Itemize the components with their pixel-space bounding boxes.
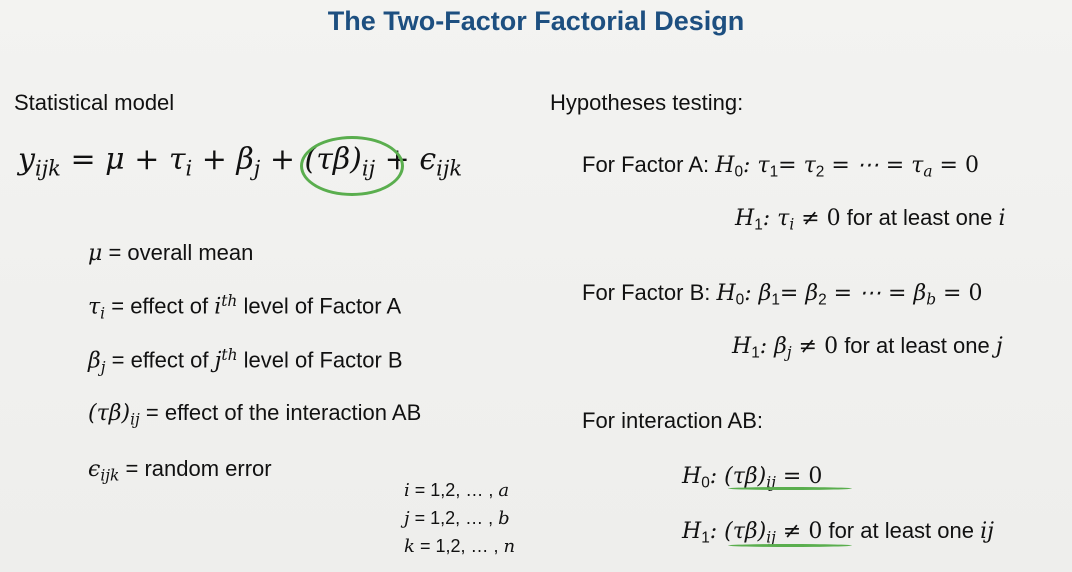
factor-b-h1-H: H — [732, 334, 752, 359]
def-tau-var: i — [214, 294, 222, 320]
index-k-var: k — [404, 536, 415, 557]
def-inter-sub: ij — [130, 410, 140, 429]
factor-a-h0-sub: 0 — [734, 163, 744, 181]
factor-a-h1-text: for at least one — [840, 205, 999, 230]
factor-a-mid: = ⋯ = τ — [824, 153, 924, 178]
factor-a-h0-H: H — [715, 153, 735, 178]
def-tau-text-b: level of Factor A — [237, 293, 402, 319]
factor-b-h1 — [732, 333, 1003, 363]
interaction-h1-text: for at least one — [822, 518, 981, 543]
model-beta-sub: j — [253, 156, 261, 181]
factor-a-end: = 0 — [932, 153, 979, 178]
model-eq: = — [70, 142, 96, 177]
factor-b-end: = 0 — [936, 281, 983, 306]
model-eps-sub: ijk — [436, 156, 463, 181]
model-tau-sub: i — [185, 156, 193, 181]
def-tau-text-a: = effect of — [111, 293, 215, 319]
model-y: y — [18, 142, 35, 177]
factor-a-h0 — [582, 152, 979, 182]
def-inter-sym: (τβ) — [88, 401, 131, 426]
factor-b-s1: 1 — [771, 291, 780, 309]
interaction-label: For interaction AB: — [582, 408, 763, 433]
index-k-end: n — [503, 536, 516, 557]
def-beta-text-b: level of Factor B — [237, 347, 403, 373]
factor-b-h0 — [582, 280, 982, 310]
factor-b-h1-sub: 1 — [751, 344, 760, 362]
def-mu — [88, 240, 253, 266]
factor-b-h1-rest: ≠ 0 — [791, 334, 839, 359]
index-i-var: i — [404, 480, 410, 501]
def-beta-var: j — [214, 348, 222, 374]
interaction-h1-s: ij — [766, 528, 776, 547]
hypotheses-heading: Hypotheses testing: — [550, 90, 744, 115]
def-tau-sub: i — [100, 304, 106, 323]
def-beta-sub: j — [100, 358, 106, 377]
factor-b-h1-s: j — [786, 343, 792, 362]
interaction-highlight-circle — [300, 136, 404, 196]
interaction-h1-var: ij — [980, 519, 994, 544]
def-tau-sym: τ — [88, 294, 101, 320]
factor-a-h1-s: i — [789, 215, 795, 234]
model-plus-2: + — [201, 142, 227, 177]
factor-b-h0-beta1: : β — [744, 281, 772, 306]
interaction-h1-end: ≠ 0 — [775, 519, 823, 544]
interaction-h0-end: = 0 — [775, 464, 823, 489]
def-tau — [88, 292, 401, 322]
index-i-text: = 1,2, … , — [414, 480, 499, 500]
factor-a-h1-rest: ≠ 0 — [794, 206, 841, 231]
model-y-sub: ijk — [34, 156, 61, 181]
interaction-h0-H: H — [682, 464, 702, 489]
def-eps — [88, 456, 272, 485]
def-mu-sym: μ — [88, 241, 103, 266]
factor-a-h1-H: H — [735, 206, 755, 231]
index-j-var: j — [404, 508, 410, 529]
factor-a-h0-tau1: : τ — [743, 153, 770, 178]
factor-a-h1 — [735, 205, 1006, 235]
factor-a-label: For Factor A: — [582, 152, 716, 177]
interaction-h1 — [682, 518, 994, 548]
factor-b-h1-expr: : β — [759, 334, 787, 359]
interaction-h0-expr: : (τβ) — [709, 464, 767, 489]
def-beta-sup: th — [221, 346, 238, 364]
factor-b-s2: 2 — [818, 291, 827, 309]
factor-b-mid: = ⋯ = β — [826, 281, 927, 306]
factor-b-s3: b — [926, 290, 937, 309]
interaction-h0-s: ij — [766, 473, 776, 492]
factor-a-eq1: = τ — [778, 153, 816, 178]
index-i-end: a — [498, 480, 510, 501]
interaction-h0-underline — [728, 487, 852, 490]
factor-a-h1-var: i — [998, 206, 1006, 231]
statistical-model-heading: Statistical model — [14, 90, 175, 115]
interaction-h1-underline — [728, 544, 852, 547]
def-eps-sub: ijk — [100, 466, 120, 485]
factor-b-h0-H: H — [716, 281, 736, 306]
index-j — [404, 508, 510, 529]
model-plus-4: + — [384, 142, 410, 177]
factor-b-label: For Factor B: — [582, 280, 717, 305]
index-k — [404, 536, 515, 557]
interaction-h1-sub: 1 — [701, 529, 710, 547]
def-tau-sup: th — [221, 292, 238, 310]
def-eps-text: = random error — [125, 456, 272, 481]
factor-a-s3: a — [923, 162, 933, 181]
def-eps-sym: ϵ — [88, 457, 101, 482]
model-plus-3: + — [269, 142, 295, 177]
def-beta-sym: β — [88, 348, 101, 374]
factor-a-s1: 1 — [769, 163, 779, 181]
def-beta — [88, 346, 403, 376]
model-interaction: (τβ) — [304, 142, 362, 177]
factor-b-h1-var: j — [995, 334, 1003, 359]
def-inter-text: = effect of the interaction AB — [145, 400, 422, 425]
factor-a-s2: 2 — [815, 163, 825, 181]
def-beta-text-a: = effect of — [111, 347, 215, 373]
def-mu-text: = overall mean — [108, 240, 254, 265]
model-eps: ϵ — [419, 142, 437, 177]
def-interaction — [88, 400, 421, 429]
index-j-end: b — [498, 508, 510, 529]
page-title: The Two-Factor Factorial Design — [327, 6, 745, 36]
model-beta: β — [236, 142, 254, 177]
model-mu: μ — [105, 142, 125, 177]
model-plus-1: + — [134, 142, 160, 177]
index-i — [404, 480, 509, 501]
interaction-h1-expr: : (τβ) — [709, 519, 767, 544]
factor-b-h1-text: for at least one — [838, 333, 996, 358]
interaction-h1-H: H — [682, 519, 702, 544]
factor-a-h1-sub: 1 — [754, 216, 763, 234]
factor-a-h1-expr: : τ — [762, 206, 790, 231]
factor-b-h0-sub: 0 — [735, 291, 745, 309]
model-interaction-sub: ij — [361, 156, 376, 181]
index-k-text: = 1,2, … , — [419, 536, 504, 556]
interaction-h0-sub: 0 — [701, 474, 710, 492]
index-j-text: = 1,2, … , — [414, 508, 499, 528]
model-tau: τ — [168, 142, 186, 177]
factor-b-eq1: = β — [779, 281, 819, 306]
